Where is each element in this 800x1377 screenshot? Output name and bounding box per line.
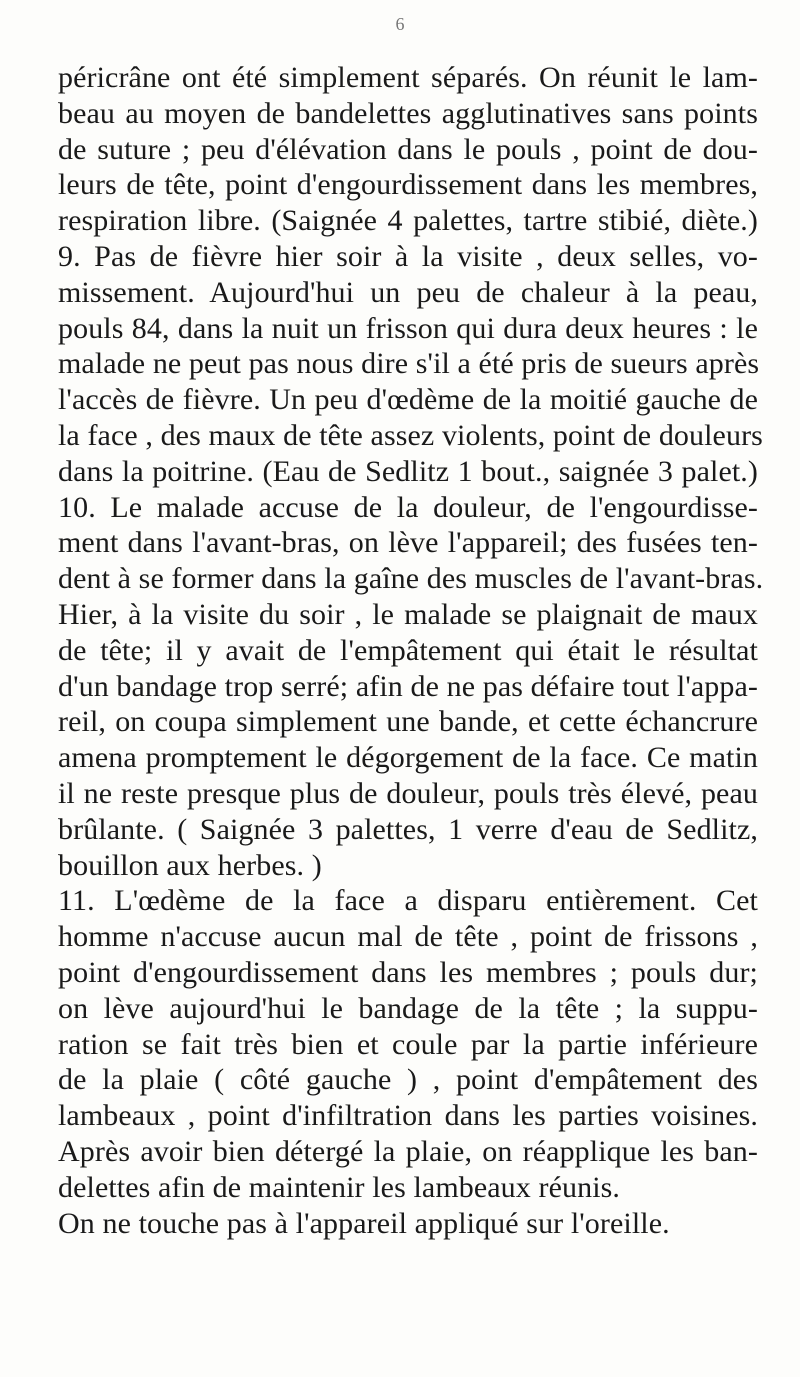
text-line: péricrâne ont été simplement séparés. On réunit le lam- xyxy=(58,61,758,94)
text-line: la face , des maux de tête assez violents, point de douleurs xyxy=(58,418,763,452)
text-line: reil, on coupa simplement une bande, et cette échancrure xyxy=(58,705,758,739)
text-line: delettes afin de maintenir les lambeaux réunis. xyxy=(58,1170,620,1204)
text-line: On ne touche pas à l'appareil appliqué sur l'oreille. xyxy=(58,1206,670,1240)
text-line: dent à se former dans la gaîne des muscles de l'avant-bras. xyxy=(58,562,764,596)
text-line: leurs de tête, point d'engourdissement dans les membres, xyxy=(58,168,758,202)
text-line: amena promptement le dégorgement de la face. Ce matin xyxy=(58,741,758,775)
text-line: homme n'accuse aucun mal de tête , point de frissons , xyxy=(58,920,758,954)
text-line: 11. L'œdème de la face a disparu entièrement. Cet xyxy=(58,884,758,918)
text-line: il ne reste presque plus de douleur, pouls très élevé, peau xyxy=(58,776,758,810)
text-line: beau au moyen de bandelettes agglutinatives sans points xyxy=(58,96,758,130)
text-line: malade ne peut pas nous dire s'il a été pris de sueurs après xyxy=(58,347,760,381)
text-line: pouls 84, dans la nuit un frisson qui dura deux heures : le xyxy=(58,311,758,345)
text-line: de tête; il y avait de l'empâtement qui était le résultat xyxy=(58,633,758,667)
page-number: 6 xyxy=(395,14,405,34)
text-line: on lève aujourd'hui le bandage de la tête ; la suppu- xyxy=(58,991,758,1025)
text-line: lambeaux , point d'infiltration dans les parties voisines. xyxy=(58,1099,758,1133)
text-line: de la plaie ( côté gauche ) , point d'empâtement des xyxy=(58,1063,758,1097)
text-line: ration se fait très bien et coule par la partie inférieure xyxy=(58,1027,758,1061)
text-line: de suture ; peu d'élévation dans le pouls , point de dou- xyxy=(58,132,758,166)
text-line: dans la poitrine. (Eau de Sedlitz 1 bout., saignée 3 palet.) xyxy=(58,454,758,488)
text-line: d'un bandage trop serré; afin de ne pas défaire tout l'appa- xyxy=(58,669,758,703)
text-line: 9. Pas de fièvre hier soir à la visite , deux selles, vo- xyxy=(58,239,758,273)
text-line: l'accès de fièvre. Un peu d'œdème de la moitié gauche de xyxy=(58,383,758,417)
body-text xyxy=(58,60,764,1241)
text-line: Hier, à la visite du soir , le malade se plaignait de maux xyxy=(58,597,758,631)
text-line: ment dans l'avant-bras, on lève l'appareil; des fusées ten- xyxy=(58,526,758,560)
text-line: Après avoir bien détergé la plaie, on réapplique les ban- xyxy=(58,1134,758,1168)
text-line: 10. Le malade accuse de la douleur, de l'engourdisse- xyxy=(58,490,758,524)
text-line: brûlante. ( Saignée 3 palettes, 1 verre d'eau de Sedlitz, xyxy=(58,812,758,846)
text-line: bouillon aux herbes. ) xyxy=(58,848,322,882)
text-line: respiration libre. (Saignée 4 palettes, tartre stibié, diète.) xyxy=(58,204,758,238)
text-line: point d'engourdissement dans les membres ; pouls dur; xyxy=(58,955,758,989)
text-line: missement. Aujourd'hui un peu de chaleur à la peau, xyxy=(58,275,758,309)
